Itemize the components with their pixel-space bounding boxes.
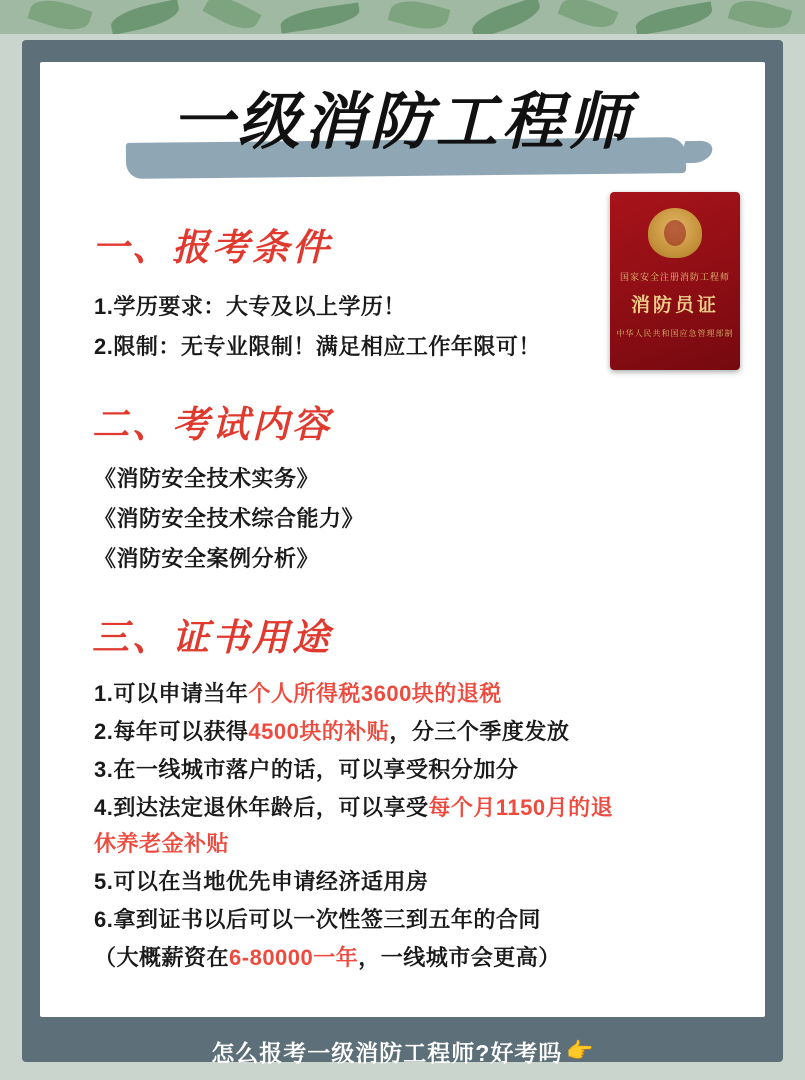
use-line-1 [94,677,502,708]
section-heading-conditions: 一、报考条件 [92,228,332,269]
emblem-icon [648,208,702,258]
use-line-5-prefix: 5.可以在当地优先申请经济适用房 [94,869,429,894]
use-line-2-suffix: ，分三个季度发放 [389,719,570,744]
leaf-icon [203,0,262,34]
use-line-4-highlight: 每个月1150月的退 [428,795,614,820]
use-line-7-prefix: （大概薪资在 [94,945,230,970]
page-title: 一级消防工程师 [171,89,634,157]
use-line-1-prefix: 1.可以申请当年 [94,681,249,706]
certificate-footer-line: 中华人民共和国应急管理部制 [616,329,734,338]
use-line-7-suffix: ，一线城市会更高） [358,945,561,970]
use-line-6 [94,903,541,934]
use-line-3 [94,753,518,784]
leaf-icon [27,0,92,34]
certificate-image [610,192,740,370]
leaf-icon [108,0,181,34]
caption-text: 怎么报考一级消防工程师?好考吗 [211,1039,563,1066]
use-line-4-continued [94,827,229,858]
leaf-icon [468,0,543,34]
use-line-3-prefix: 3.在一线城市落户的话，可以享受积分加分 [94,757,519,782]
use-line-4 [94,791,613,822]
exam-book-1: 《消防安全技术实务》 [94,466,320,491]
leaf-icon [388,0,451,34]
poster-card [40,62,765,1017]
leaf-icon [279,3,361,34]
section-heading-certificate-uses: 三、证书用途 [92,618,332,659]
condition-line-2: 2.限制：无专业限制！满足相应工作年限可！ [94,334,541,359]
leaf-icon [634,1,714,34]
condition-line-1: 1.学历要求：大专及以上学历！ [94,294,406,319]
page-title-wrap [40,89,765,157]
leaf-icon [728,0,793,34]
bottom-caption-bar [22,1028,783,1074]
exam-book-2: 《消防安全技术综合能力》 [94,506,365,531]
pointing-right-icon: 👉 [566,1038,594,1063]
leaf-icon [558,0,619,34]
use-line-4-prefix: 4.到达法定退休年龄后，可以享受 [94,795,429,820]
use-line-7-salary [94,941,561,972]
use-line-4-continued-highlight: 休养老金补贴 [94,831,230,856]
certificate-org-line: 国家安全注册消防工程师 [619,272,730,282]
decorative-leaf-band [0,0,805,34]
use-line-7-highlight: 6-80000一年 [229,945,359,970]
use-line-2-prefix: 2.每年可以获得 [94,719,249,744]
use-line-6-prefix: 6.拿到证书以后可以一次性签三到五年的合同 [94,907,541,932]
use-line-2-highlight: 4500块的补贴 [248,719,390,744]
use-line-2 [94,715,569,746]
exam-book-3: 《消防安全案例分析》 [94,546,320,571]
use-line-1-highlight: 个人所得税3600块的退税 [248,681,502,706]
use-line-5 [94,865,428,896]
certificate-title-line: 消防员证 [630,295,719,316]
section-heading-exam-content: 二、考试内容 [92,405,332,446]
